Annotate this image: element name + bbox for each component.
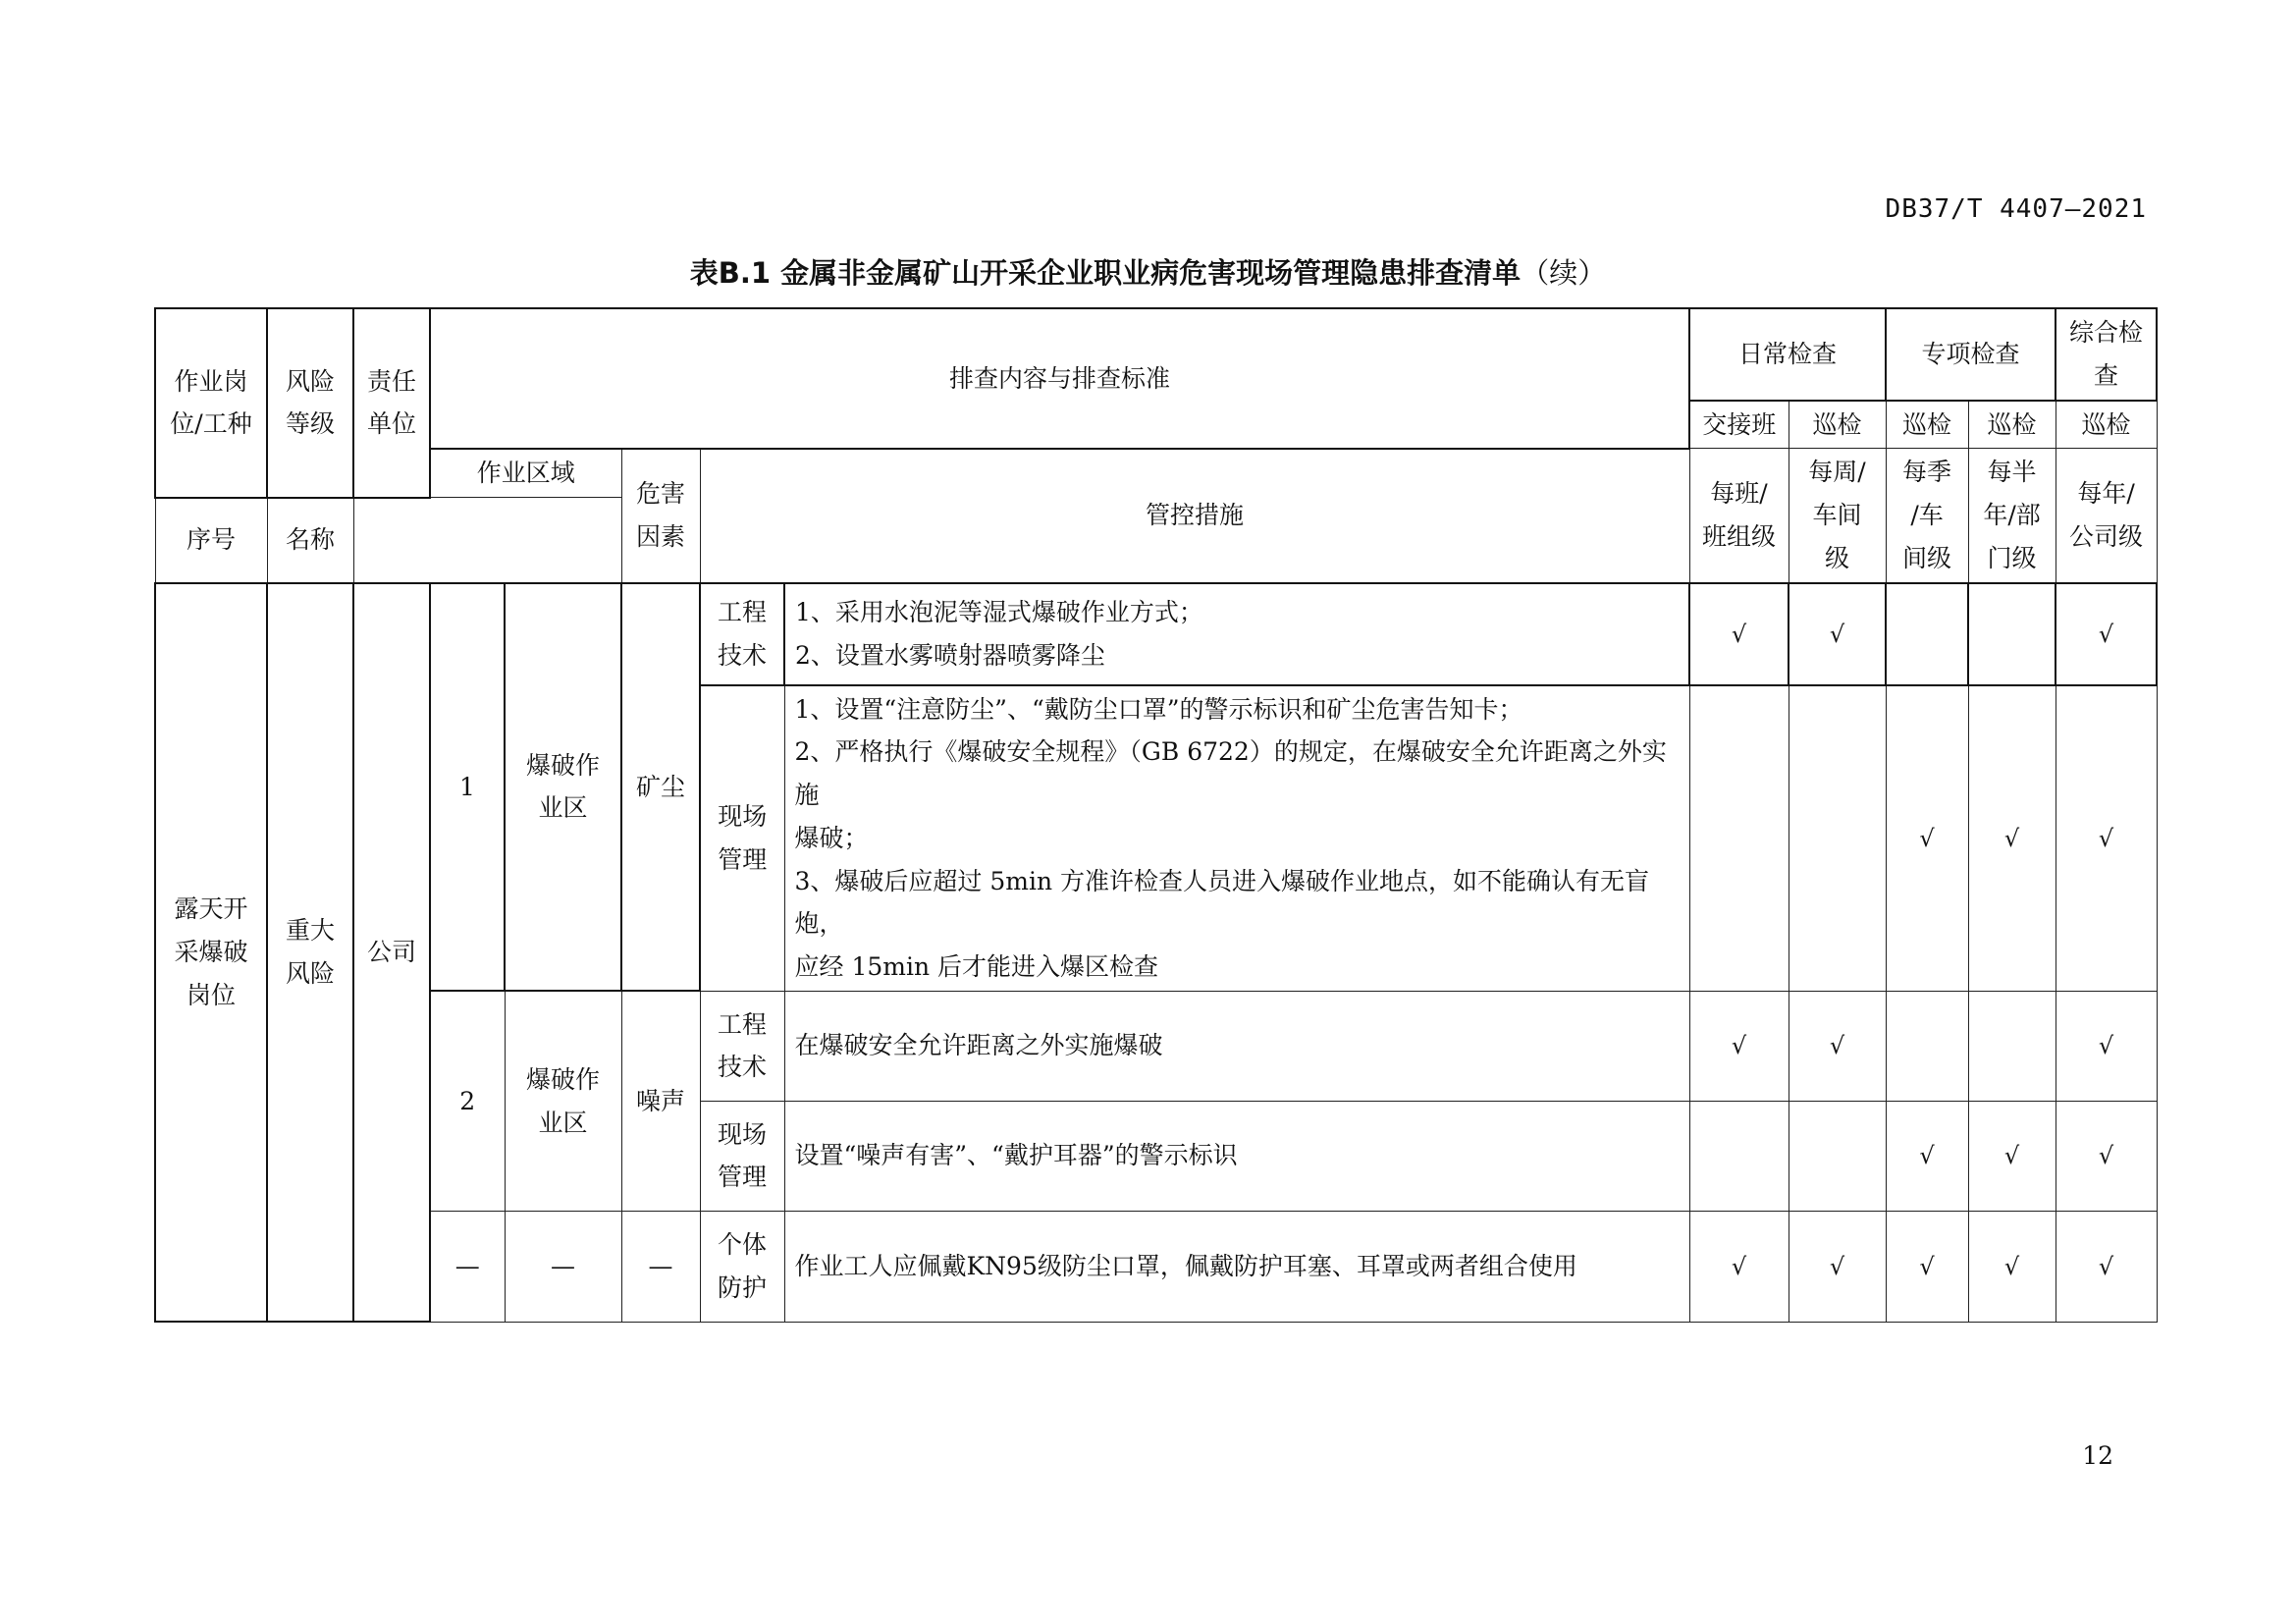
header-patrol-yearly: 巡检 [2056, 401, 2157, 449]
header-freq-halfyear: 每半 年/部 门级 [1968, 449, 2056, 583]
cell-area-name: 爆破作 业区 [505, 583, 621, 992]
cell-measure-text: 设置“噪声有害”、“戴护耳器”的警示标识 [784, 1101, 1689, 1211]
cell-category: 工程 技术 [700, 991, 784, 1101]
check-mark: √ [2056, 583, 2157, 685]
header-freq-shift: 每班/ 班组级 [1689, 449, 1789, 583]
cell-hazard: 矿尘 [621, 583, 700, 992]
header-special-inspection: 专项检查 [1886, 308, 2056, 401]
header-seq-no: 序号 [155, 498, 267, 583]
cell-category: 现场 管理 [700, 1101, 784, 1211]
header-handover: 交接班 [1689, 401, 1789, 449]
empty-cell [1789, 685, 1886, 992]
cell-category: 工程 技术 [700, 583, 784, 685]
check-mark: √ [1789, 991, 1886, 1101]
header-daily-inspection: 日常检查 [1689, 308, 1886, 401]
header-freq-year: 每年/ 公司级 [2056, 449, 2157, 583]
check-mark: √ [2056, 1211, 2157, 1322]
cell-risk-level: 重大 风险 [267, 583, 353, 1323]
header-patrol-weekly: 巡检 [1789, 401, 1886, 449]
document-code: DB37/T 4407—2021 [1885, 194, 2147, 224]
check-mark: √ [1886, 685, 1968, 992]
header-freq-quarter: 每季 /车 间级 [1886, 449, 1968, 583]
header-post: 作业岗 位/工种 [155, 308, 267, 498]
cell-responsible-unit: 公司 [353, 583, 430, 1323]
check-mark: √ [1689, 1211, 1789, 1322]
inspection-table [154, 307, 2158, 1323]
header-name: 名称 [267, 498, 353, 583]
cell-area-name: — [505, 1211, 621, 1322]
cell-seq: 1 [430, 583, 505, 992]
check-mark: √ [1886, 1211, 1968, 1322]
check-mark: √ [1968, 685, 2056, 992]
empty-cell [1968, 583, 2056, 685]
header-work-area: 作业区域 [430, 449, 621, 498]
header-responsible-unit: 责任 单位 [353, 308, 430, 498]
cell-seq: — [430, 1211, 505, 1322]
header-freq-week: 每周/ 车间 级 [1789, 449, 1886, 583]
table-title [0, 251, 2296, 292]
cell-measure-text: 1、设置“注意防尘”、“戴防尘口罩”的警示标识和矿尘危害告知卡； 2、严格执行《爆破安全规程》（GB 6722）的规定，在爆破安全允许距离之外实施 爆破； 3、爆破后应超过 5min 方准许检查人员进入爆破作业地点，如不能确认有无盲炮， 应经 15min 后才能进入爆区检查 [784, 685, 1689, 992]
cell-post: 露天开 采爆破 岗位 [155, 583, 267, 1323]
header-patrol-halfyear: 巡检 [1968, 401, 2056, 449]
check-mark: √ [2056, 1101, 2157, 1211]
empty-cell [1789, 1101, 1886, 1211]
check-mark: √ [1689, 583, 1789, 685]
table-title-main: 表B.1 金属非金属矿山开采企业职业病危害现场管理隐患排查清单 [689, 256, 1522, 290]
empty-cell [1689, 1101, 1789, 1211]
header-control-measures: 管控措施 [700, 449, 1689, 583]
check-mark: √ [1689, 991, 1789, 1101]
cell-category: 个体 防护 [700, 1211, 784, 1322]
empty-cell [1689, 685, 1789, 992]
table-title-continued: （续） [1521, 256, 1607, 290]
cell-seq: 2 [430, 991, 505, 1211]
cell-hazard: 噪声 [621, 991, 700, 1211]
check-mark: √ [1789, 583, 1886, 685]
cell-measure-text: 在爆破安全允许距离之外实施爆破 [784, 991, 1689, 1101]
check-mark: √ [1886, 1101, 1968, 1211]
header-hazard-factor: 危害 因素 [621, 449, 700, 583]
cell-measure-text: 作业工人应佩戴KN95级防尘口罩，佩戴防护耳塞、耳罩或两者组合使用 [784, 1211, 1689, 1322]
header-content-standard: 排查内容与排查标准 [430, 308, 1689, 449]
empty-cell [1968, 991, 2056, 1101]
header-patrol-quarterly: 巡检 [1886, 401, 1968, 449]
cell-category: 现场 管理 [700, 685, 784, 992]
page-number: 12 [2082, 1441, 2113, 1470]
empty-cell [1886, 583, 1968, 685]
check-mark: √ [2056, 991, 2157, 1101]
header-comprehensive-inspection: 综合检 查 [2056, 308, 2157, 401]
check-mark: √ [2056, 685, 2157, 992]
empty-cell [1886, 991, 1968, 1101]
check-mark: √ [1789, 1211, 1886, 1322]
cell-measure-text: 1、采用水泡泥等湿式爆破作业方式； 2、设置水雾喷射器喷雾降尘 [784, 583, 1689, 685]
header-risk-level: 风险 等级 [267, 308, 353, 498]
cell-hazard: — [621, 1211, 700, 1322]
cell-area-name: 爆破作 业区 [505, 991, 621, 1211]
check-mark: √ [1968, 1211, 2056, 1322]
check-mark: √ [1968, 1101, 2056, 1211]
